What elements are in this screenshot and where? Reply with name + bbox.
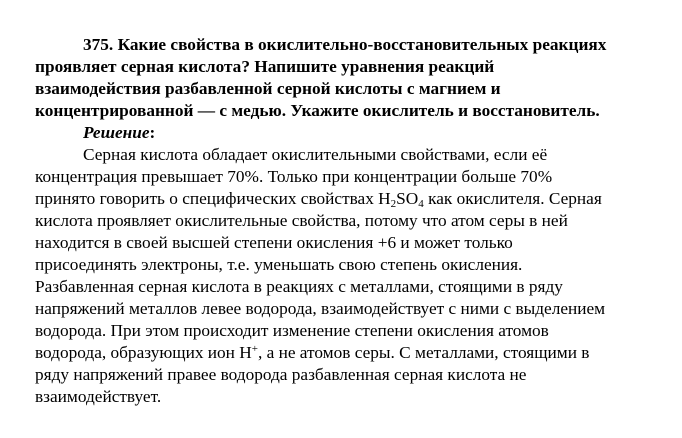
solution-line-3: принято говорить о специфических свойствах $H_2SO_4$ как окислителя. Серная bbox=[35, 189, 602, 210]
solution-line-4: кислота проявляет окислительные свойства, потому что атом серы в ней bbox=[35, 211, 568, 230]
solution-line-12: взаимодействует. bbox=[35, 387, 162, 406]
superscript-plus: + bbox=[251, 343, 258, 355]
question-line-2: проявляет серная кислота? Напишите уравнения реакций bbox=[35, 57, 495, 76]
solution-line-1: Серная кислота обладает окислительными свойствами, если её bbox=[83, 145, 548, 164]
question-line-4: концентрированной — с медью. Укажите окислитель и восстановитель. bbox=[35, 101, 600, 120]
solution-line-8: напряжений металлов левее водорода, взаимодействует с ними с выделением bbox=[35, 299, 606, 318]
solution-line-2: концентрация превышает 70%. Только при концентрации больше 70% bbox=[35, 167, 553, 186]
solution-line-5: находится в своей высшей степени окисления +6 и может только bbox=[35, 233, 513, 252]
solution-line-10: водорода, образующих ион H+, а не атомов серы. С металлами, стоящими в bbox=[35, 343, 590, 362]
question-line-1: 375. Какие свойства в окислительно-восстановительных реакциях bbox=[83, 35, 607, 54]
solution-line-11: ряду напряжений правее водорода разбавленная серная кислота не bbox=[35, 365, 527, 384]
document-body bbox=[35, 34, 660, 408]
solution-line-7: Разбавленная серная кислота в реакциях с металлами, стоящими в ряду bbox=[35, 277, 563, 296]
solution-line-6: присоединять электроны, т.е. уменьшать свою степень окисления. bbox=[35, 255, 523, 274]
solution-colon: : bbox=[149, 123, 156, 142]
solution-line-9: водорода. При этом происходит изменение степени окисления атомов bbox=[35, 321, 549, 340]
question-number: 375. bbox=[83, 35, 114, 54]
question-block bbox=[35, 34, 660, 122]
solution-heading bbox=[35, 122, 660, 144]
solution-text bbox=[35, 144, 660, 408]
subscript-4: 4 bbox=[418, 198, 424, 210]
solution-label: Решение bbox=[83, 123, 150, 142]
question-line-3: взаимодействия разбавленной серной кислоты с магнием и bbox=[35, 79, 501, 98]
subscript-2: 2 bbox=[390, 198, 397, 210]
